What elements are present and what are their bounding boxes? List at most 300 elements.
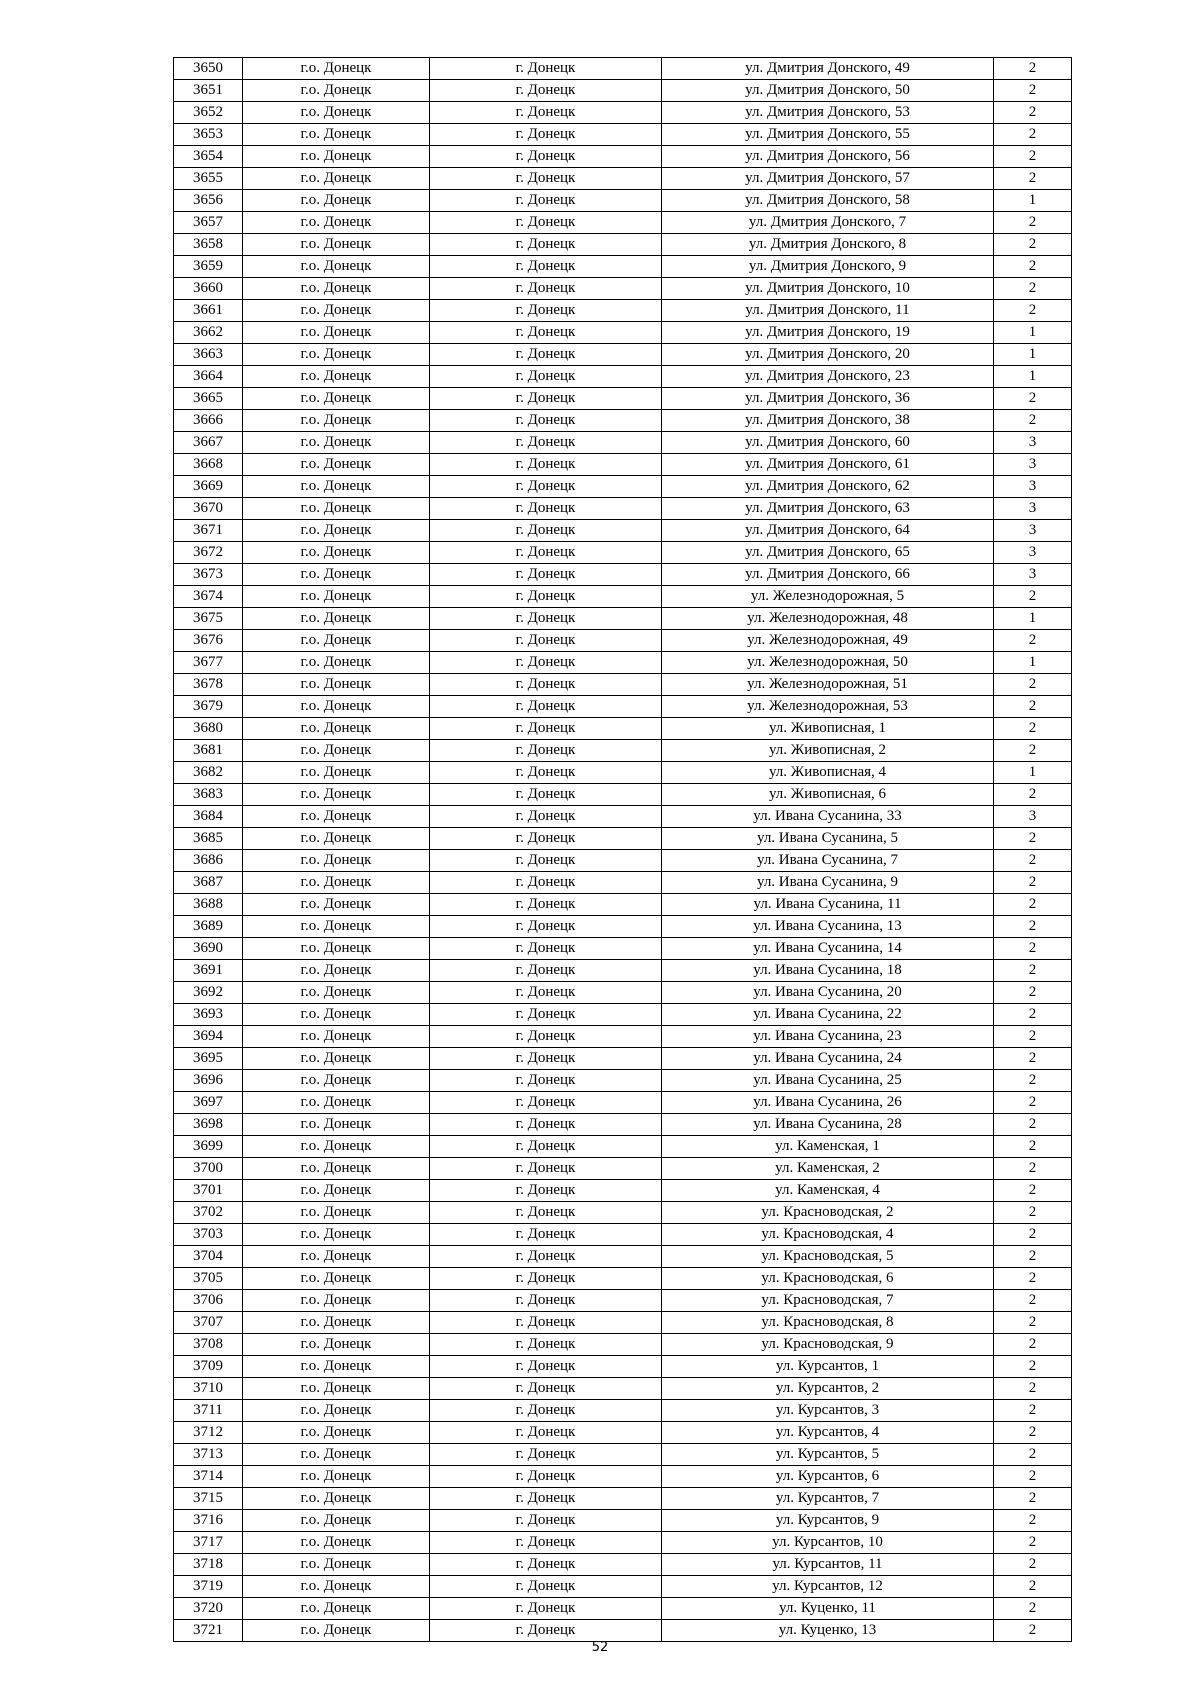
row-number-cell: 3674 [174, 586, 243, 608]
count-cell: 1 [994, 608, 1072, 630]
count-cell: 2 [994, 630, 1072, 652]
table-row [174, 1378, 1072, 1400]
district-cell: г.о. Донецк [243, 520, 430, 542]
district-cell: г.о. Донецк [243, 894, 430, 916]
table-row [174, 190, 1072, 212]
address-cell: ул. Красноводская, 2 [662, 1202, 994, 1224]
count-cell: 3 [994, 542, 1072, 564]
table-row [174, 960, 1072, 982]
table-row [174, 1400, 1072, 1422]
address-cell: ул. Дмитрия Донского, 60 [662, 432, 994, 454]
row-number-cell: 3673 [174, 564, 243, 586]
address-cell: ул. Железнодорожная, 49 [662, 630, 994, 652]
district-cell: г.о. Донецк [243, 696, 430, 718]
city-cell: г. Донецк [430, 146, 662, 168]
table-row [174, 1136, 1072, 1158]
address-cell: ул. Курсантов, 11 [662, 1554, 994, 1576]
city-cell: г. Донецк [430, 190, 662, 212]
row-number-cell: 3667 [174, 432, 243, 454]
address-cell: ул. Дмитрия Донского, 9 [662, 256, 994, 278]
table-row [174, 454, 1072, 476]
district-cell: г.о. Донецк [243, 1532, 430, 1554]
district-cell: г.о. Донецк [243, 410, 430, 432]
district-cell: г.о. Донецк [243, 1422, 430, 1444]
row-number-cell: 3680 [174, 718, 243, 740]
row-number-cell: 3694 [174, 1026, 243, 1048]
city-cell: г. Донецк [430, 542, 662, 564]
row-number-cell: 3675 [174, 608, 243, 630]
city-cell: г. Донецк [430, 278, 662, 300]
table-row [174, 652, 1072, 674]
count-cell: 1 [994, 366, 1072, 388]
district-cell: г.о. Донецк [243, 190, 430, 212]
address-cell: ул. Живописная, 2 [662, 740, 994, 762]
district-cell: г.о. Донецк [243, 674, 430, 696]
table-row [174, 322, 1072, 344]
address-cell: ул. Курсантов, 10 [662, 1532, 994, 1554]
count-cell: 2 [994, 1268, 1072, 1290]
count-cell: 2 [994, 1202, 1072, 1224]
count-cell: 2 [994, 1378, 1072, 1400]
row-number-cell: 3653 [174, 124, 243, 146]
city-cell: г. Донецк [430, 1092, 662, 1114]
district-cell: г.о. Донецк [243, 80, 430, 102]
table-row [174, 1246, 1072, 1268]
city-cell: г. Донецк [430, 894, 662, 916]
table-row [174, 542, 1072, 564]
city-cell: г. Донецк [430, 1554, 662, 1576]
city-cell: г. Донецк [430, 1334, 662, 1356]
row-number-cell: 3658 [174, 234, 243, 256]
city-cell: г. Донецк [430, 344, 662, 366]
address-cell: ул. Дмитрия Донского, 66 [662, 564, 994, 586]
table-row [174, 366, 1072, 388]
city-cell: г. Донецк [430, 652, 662, 674]
table-row [174, 1290, 1072, 1312]
city-cell: г. Донецк [430, 322, 662, 344]
city-cell: г. Донецк [430, 102, 662, 124]
district-cell: г.о. Донецк [243, 718, 430, 740]
address-table-body [174, 58, 1072, 1642]
address-table-container [173, 57, 1072, 1642]
city-cell: г. Донецк [430, 1510, 662, 1532]
city-cell: г. Донецк [430, 366, 662, 388]
address-cell: ул. Ивана Сусанина, 33 [662, 806, 994, 828]
address-cell: ул. Красноводская, 5 [662, 1246, 994, 1268]
count-cell: 3 [994, 432, 1072, 454]
address-cell: ул. Дмитрия Донского, 19 [662, 322, 994, 344]
table-row [174, 520, 1072, 542]
city-cell: г. Донецк [430, 1004, 662, 1026]
city-cell: г. Донецк [430, 1312, 662, 1334]
table-row [174, 1004, 1072, 1026]
address-cell: ул. Куценко, 13 [662, 1620, 994, 1642]
table-row [174, 784, 1072, 806]
row-number-cell: 3684 [174, 806, 243, 828]
count-cell: 3 [994, 520, 1072, 542]
count-cell: 2 [994, 982, 1072, 1004]
district-cell: г.о. Донецк [243, 960, 430, 982]
address-cell: ул. Дмитрия Донского, 61 [662, 454, 994, 476]
district-cell: г.о. Донецк [243, 256, 430, 278]
district-cell: г.о. Донецк [243, 102, 430, 124]
count-cell: 2 [994, 960, 1072, 982]
table-row [174, 762, 1072, 784]
count-cell: 2 [994, 894, 1072, 916]
address-cell: ул. Дмитрия Донского, 62 [662, 476, 994, 498]
row-number-cell: 3662 [174, 322, 243, 344]
district-cell: г.о. Донецк [243, 1158, 430, 1180]
address-cell: ул. Красноводская, 9 [662, 1334, 994, 1356]
row-number-cell: 3676 [174, 630, 243, 652]
district-cell: г.о. Донецк [243, 828, 430, 850]
district-cell: г.о. Донецк [243, 300, 430, 322]
row-number-cell: 3677 [174, 652, 243, 674]
row-number-cell: 3670 [174, 498, 243, 520]
table-row [174, 828, 1072, 850]
table-row [174, 564, 1072, 586]
city-cell: г. Донецк [430, 872, 662, 894]
table-row [174, 740, 1072, 762]
address-cell: ул. Ивана Сусанина, 20 [662, 982, 994, 1004]
table-row [174, 1180, 1072, 1202]
city-cell: г. Донецк [430, 850, 662, 872]
district-cell: г.о. Донецк [243, 124, 430, 146]
address-cell: ул. Ивана Сусанина, 9 [662, 872, 994, 894]
address-cell: ул. Каменская, 1 [662, 1136, 994, 1158]
city-cell: г. Донецк [430, 432, 662, 454]
table-row [174, 234, 1072, 256]
address-cell: ул. Курсантов, 4 [662, 1422, 994, 1444]
row-number-cell: 3661 [174, 300, 243, 322]
address-cell: ул. Дмитрия Донского, 64 [662, 520, 994, 542]
city-cell: г. Донецк [430, 1444, 662, 1466]
district-cell: г.о. Донецк [243, 806, 430, 828]
count-cell: 2 [994, 102, 1072, 124]
district-cell: г.о. Донецк [243, 1224, 430, 1246]
address-cell: ул. Дмитрия Донского, 11 [662, 300, 994, 322]
district-cell: г.о. Донецк [243, 608, 430, 630]
district-cell: г.о. Донецк [243, 1070, 430, 1092]
count-cell: 1 [994, 190, 1072, 212]
city-cell: г. Донецк [430, 1576, 662, 1598]
row-number-cell: 3692 [174, 982, 243, 1004]
city-cell: г. Донецк [430, 696, 662, 718]
city-cell: г. Донецк [430, 674, 662, 696]
city-cell: г. Донецк [430, 1620, 662, 1642]
count-cell: 2 [994, 1224, 1072, 1246]
row-number-cell: 3659 [174, 256, 243, 278]
table-row [174, 410, 1072, 432]
table-row [174, 1466, 1072, 1488]
address-cell: ул. Дмитрия Донского, 56 [662, 146, 994, 168]
city-cell: г. Донецк [430, 1048, 662, 1070]
count-cell: 3 [994, 476, 1072, 498]
table-row [174, 1510, 1072, 1532]
count-cell: 2 [994, 1092, 1072, 1114]
table-row [174, 498, 1072, 520]
count-cell: 3 [994, 806, 1072, 828]
count-cell: 2 [994, 58, 1072, 80]
city-cell: г. Донецк [430, 608, 662, 630]
district-cell: г.о. Донецк [243, 1598, 430, 1620]
address-cell: ул. Дмитрия Донского, 57 [662, 168, 994, 190]
address-cell: ул. Курсантов, 6 [662, 1466, 994, 1488]
district-cell: г.о. Донецк [243, 872, 430, 894]
address-cell: ул. Ивана Сусанина, 11 [662, 894, 994, 916]
address-cell: ул. Курсантов, 9 [662, 1510, 994, 1532]
count-cell: 2 [994, 300, 1072, 322]
row-number-cell: 3696 [174, 1070, 243, 1092]
table-row [174, 608, 1072, 630]
table-row [174, 1312, 1072, 1334]
count-cell: 2 [994, 1444, 1072, 1466]
city-cell: г. Донецк [430, 1180, 662, 1202]
page-number: 52 [591, 1640, 609, 1655]
count-cell: 2 [994, 850, 1072, 872]
district-cell: г.о. Донецк [243, 1202, 430, 1224]
address-cell: ул. Каменская, 2 [662, 1158, 994, 1180]
address-cell: ул. Каменская, 4 [662, 1180, 994, 1202]
district-cell: г.о. Донецк [243, 1554, 430, 1576]
table-row [174, 1070, 1072, 1092]
district-cell: г.о. Донецк [243, 652, 430, 674]
row-number-cell: 3669 [174, 476, 243, 498]
count-cell: 2 [994, 1554, 1072, 1576]
row-number-cell: 3681 [174, 740, 243, 762]
row-number-cell: 3719 [174, 1576, 243, 1598]
row-number-cell: 3665 [174, 388, 243, 410]
city-cell: г. Донецк [430, 168, 662, 190]
city-cell: г. Донецк [430, 1532, 662, 1554]
row-number-cell: 3715 [174, 1488, 243, 1510]
city-cell: г. Донецк [430, 630, 662, 652]
count-cell: 2 [994, 1180, 1072, 1202]
row-number-cell: 3651 [174, 80, 243, 102]
row-number-cell: 3721 [174, 1620, 243, 1642]
city-cell: г. Донецк [430, 1114, 662, 1136]
city-cell: г. Донецк [430, 256, 662, 278]
table-row [174, 894, 1072, 916]
city-cell: г. Донецк [430, 388, 662, 410]
count-cell: 1 [994, 344, 1072, 366]
district-cell: г.о. Донецк [243, 762, 430, 784]
address-cell: ул. Дмитрия Донского, 63 [662, 498, 994, 520]
count-cell: 2 [994, 1510, 1072, 1532]
address-cell: ул. Куценко, 11 [662, 1598, 994, 1620]
district-cell: г.о. Донецк [243, 146, 430, 168]
count-cell: 2 [994, 872, 1072, 894]
district-cell: г.о. Донецк [243, 850, 430, 872]
row-number-cell: 3707 [174, 1312, 243, 1334]
row-number-cell: 3701 [174, 1180, 243, 1202]
row-number-cell: 3700 [174, 1158, 243, 1180]
district-cell: г.о. Донецк [243, 1444, 430, 1466]
row-number-cell: 3709 [174, 1356, 243, 1378]
address-cell: ул. Красноводская, 6 [662, 1268, 994, 1290]
count-cell: 2 [994, 916, 1072, 938]
address-cell: ул. Ивана Сусанина, 28 [662, 1114, 994, 1136]
district-cell: г.о. Донецк [243, 740, 430, 762]
table-row [174, 1158, 1072, 1180]
table-row [174, 1048, 1072, 1070]
row-number-cell: 3703 [174, 1224, 243, 1246]
count-cell: 2 [994, 1466, 1072, 1488]
city-cell: г. Донецк [430, 1598, 662, 1620]
row-number-cell: 3695 [174, 1048, 243, 1070]
table-row [174, 1488, 1072, 1510]
district-cell: г.о. Донецк [243, 322, 430, 344]
district-cell: г.о. Донецк [243, 278, 430, 300]
district-cell: г.о. Донецк [243, 1620, 430, 1642]
row-number-cell: 3664 [174, 366, 243, 388]
table-row [174, 388, 1072, 410]
address-cell: ул. Дмитрия Донского, 55 [662, 124, 994, 146]
address-cell: ул. Дмитрия Донского, 23 [662, 366, 994, 388]
table-row [174, 168, 1072, 190]
address-cell: ул. Ивана Сусанина, 13 [662, 916, 994, 938]
row-number-cell: 3699 [174, 1136, 243, 1158]
address-cell: ул. Железнодорожная, 50 [662, 652, 994, 674]
city-cell: г. Донецк [430, 938, 662, 960]
address-table [173, 57, 1072, 1642]
count-cell: 2 [994, 828, 1072, 850]
city-cell: г. Донецк [430, 982, 662, 1004]
row-number-cell: 3712 [174, 1422, 243, 1444]
city-cell: г. Донецк [430, 1136, 662, 1158]
table-row [174, 1598, 1072, 1620]
city-cell: г. Донецк [430, 80, 662, 102]
count-cell: 2 [994, 278, 1072, 300]
city-cell: г. Донецк [430, 718, 662, 740]
count-cell: 2 [994, 212, 1072, 234]
table-row [174, 476, 1072, 498]
table-row [174, 80, 1072, 102]
district-cell: г.о. Донецк [243, 432, 430, 454]
address-cell: ул. Дмитрия Донского, 20 [662, 344, 994, 366]
district-cell: г.о. Донецк [243, 1268, 430, 1290]
district-cell: г.о. Донецк [243, 586, 430, 608]
city-cell: г. Донецк [430, 1378, 662, 1400]
address-cell: ул. Дмитрия Донского, 53 [662, 102, 994, 124]
row-number-cell: 3720 [174, 1598, 243, 1620]
district-cell: г.о. Донецк [243, 498, 430, 520]
table-row [174, 58, 1072, 80]
table-row [174, 102, 1072, 124]
address-cell: ул. Дмитрия Донского, 65 [662, 542, 994, 564]
district-cell: г.о. Донецк [243, 784, 430, 806]
row-number-cell: 3679 [174, 696, 243, 718]
count-cell: 3 [994, 564, 1072, 586]
city-cell: г. Донецк [430, 410, 662, 432]
city-cell: г. Донецк [430, 1246, 662, 1268]
row-number-cell: 3683 [174, 784, 243, 806]
table-row [174, 1554, 1072, 1576]
row-number-cell: 3685 [174, 828, 243, 850]
address-cell: ул. Ивана Сусанина, 25 [662, 1070, 994, 1092]
address-cell: ул. Красноводская, 8 [662, 1312, 994, 1334]
table-row [174, 278, 1072, 300]
count-cell: 3 [994, 498, 1072, 520]
district-cell: г.о. Донецк [243, 454, 430, 476]
address-cell: ул. Дмитрия Донского, 10 [662, 278, 994, 300]
count-cell: 2 [994, 168, 1072, 190]
address-cell: ул. Дмитрия Донского, 49 [662, 58, 994, 80]
count-cell: 2 [994, 1312, 1072, 1334]
table-row [174, 674, 1072, 696]
count-cell: 2 [994, 674, 1072, 696]
table-row [174, 1202, 1072, 1224]
address-cell: ул. Красноводская, 7 [662, 1290, 994, 1312]
city-cell: г. Донецк [430, 564, 662, 586]
address-cell: ул. Курсантов, 2 [662, 1378, 994, 1400]
table-row [174, 1620, 1072, 1642]
count-cell: 1 [994, 652, 1072, 674]
district-cell: г.о. Донецк [243, 58, 430, 80]
table-row [174, 1422, 1072, 1444]
count-cell: 2 [994, 1114, 1072, 1136]
count-cell: 2 [994, 1026, 1072, 1048]
row-number-cell: 3691 [174, 960, 243, 982]
district-cell: г.о. Донецк [243, 1180, 430, 1202]
table-row [174, 1092, 1072, 1114]
count-cell: 2 [994, 740, 1072, 762]
table-row [174, 124, 1072, 146]
count-cell: 2 [994, 146, 1072, 168]
address-cell: ул. Живописная, 6 [662, 784, 994, 806]
count-cell: 2 [994, 1070, 1072, 1092]
row-number-cell: 3666 [174, 410, 243, 432]
row-number-cell: 3678 [174, 674, 243, 696]
row-number-cell: 3693 [174, 1004, 243, 1026]
table-row [174, 212, 1072, 234]
row-number-cell: 3706 [174, 1290, 243, 1312]
table-row [174, 938, 1072, 960]
district-cell: г.о. Донецк [243, 564, 430, 586]
count-cell: 2 [994, 1334, 1072, 1356]
address-cell: ул. Живописная, 4 [662, 762, 994, 784]
table-row [174, 630, 1072, 652]
count-cell: 3 [994, 454, 1072, 476]
table-row [174, 696, 1072, 718]
address-cell: ул. Ивана Сусанина, 22 [662, 1004, 994, 1026]
city-cell: г. Донецк [430, 58, 662, 80]
district-cell: г.о. Донецк [243, 168, 430, 190]
row-number-cell: 3689 [174, 916, 243, 938]
table-row [174, 1224, 1072, 1246]
district-cell: г.о. Донецк [243, 476, 430, 498]
row-number-cell: 3710 [174, 1378, 243, 1400]
row-number-cell: 3702 [174, 1202, 243, 1224]
row-number-cell: 3717 [174, 1532, 243, 1554]
table-row [174, 146, 1072, 168]
table-row [174, 982, 1072, 1004]
district-cell: г.о. Донецк [243, 366, 430, 388]
count-cell: 2 [994, 1048, 1072, 1070]
row-number-cell: 3663 [174, 344, 243, 366]
count-cell: 1 [994, 322, 1072, 344]
district-cell: г.о. Донецк [243, 1048, 430, 1070]
district-cell: г.о. Донецк [243, 1004, 430, 1026]
city-cell: г. Донецк [430, 1026, 662, 1048]
address-cell: ул. Курсантов, 5 [662, 1444, 994, 1466]
row-number-cell: 3686 [174, 850, 243, 872]
district-cell: г.о. Донецк [243, 1092, 430, 1114]
city-cell: г. Донецк [430, 498, 662, 520]
count-cell: 2 [994, 718, 1072, 740]
city-cell: г. Донецк [430, 124, 662, 146]
city-cell: г. Донецк [430, 586, 662, 608]
